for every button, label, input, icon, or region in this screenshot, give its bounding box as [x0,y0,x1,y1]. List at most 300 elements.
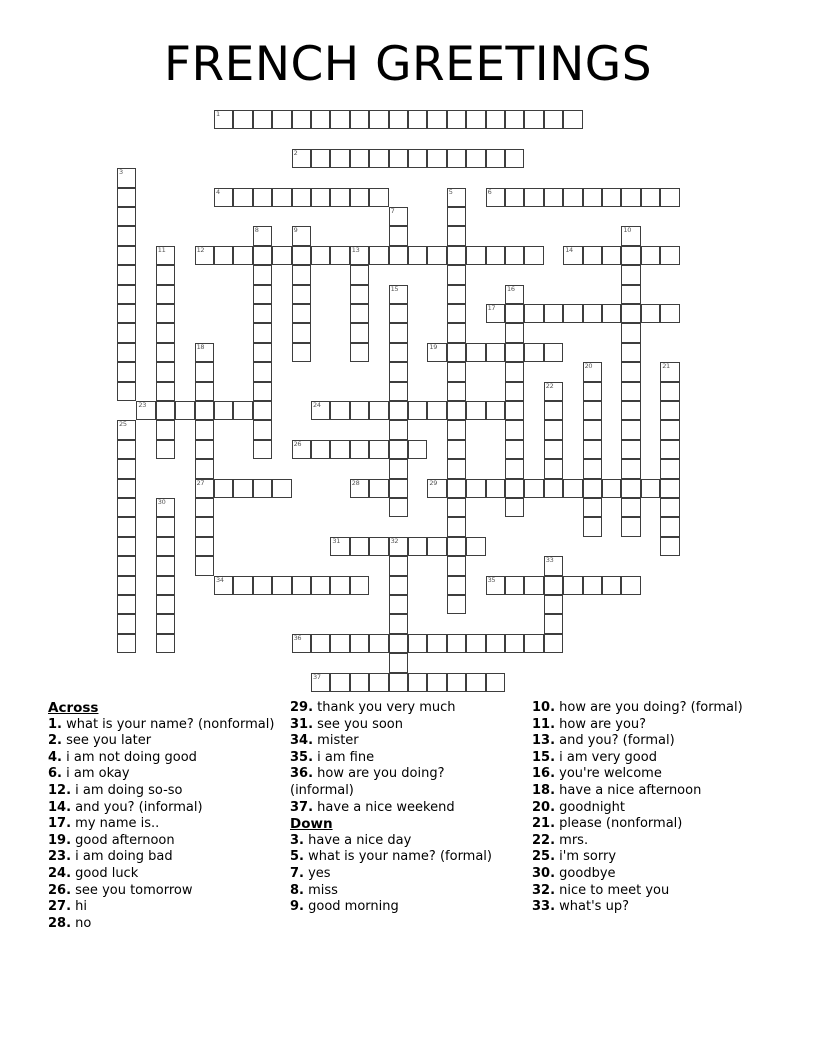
grid-cell[interactable] [660,188,679,207]
grid-cell[interactable] [447,556,466,575]
grid-cell[interactable] [486,110,505,129]
grid-cell[interactable] [505,382,524,401]
grid-cell[interactable] [583,576,602,595]
grid-cell-2[interactable] [292,149,311,168]
grid-cell[interactable] [660,479,679,498]
grid-cell-36[interactable] [292,634,311,653]
grid-cell[interactable] [544,110,563,129]
grid-cell[interactable] [389,479,408,498]
grid-cell[interactable] [447,226,466,245]
grid-cell[interactable] [621,323,640,342]
grid-cell[interactable] [175,401,194,420]
grid-cell[interactable] [117,517,136,536]
grid-cell[interactable] [369,537,388,556]
grid-cell[interactable] [447,634,466,653]
grid-cell[interactable] [447,304,466,323]
grid-cell[interactable] [311,149,330,168]
grid-cell[interactable] [447,537,466,556]
grid-cell[interactable] [505,634,524,653]
grid-cell[interactable] [505,459,524,478]
grid-cell[interactable] [330,634,349,653]
grid-cell[interactable] [447,285,466,304]
grid-cell[interactable] [253,479,272,498]
grid-cell[interactable] [524,479,543,498]
grid-cell[interactable] [253,420,272,439]
grid-cell[interactable] [486,246,505,265]
grid-cell[interactable] [505,323,524,342]
grid-cell-23[interactable] [136,401,155,420]
grid-cell[interactable] [544,634,563,653]
grid-cell[interactable] [466,110,485,129]
grid-cell[interactable] [583,517,602,536]
grid-cell[interactable] [621,498,640,517]
grid-cell[interactable] [369,188,388,207]
grid-cell[interactable] [195,440,214,459]
grid-cell[interactable] [389,226,408,245]
grid-cell[interactable] [602,188,621,207]
grid-cell[interactable] [311,188,330,207]
grid-cell[interactable] [427,246,446,265]
grid-cell[interactable] [660,537,679,556]
grid-cell[interactable] [563,304,582,323]
grid-cell[interactable] [505,246,524,265]
grid-cell[interactable] [621,382,640,401]
grid-cell-15[interactable] [389,285,408,304]
grid-cell[interactable] [524,110,543,129]
grid-cell-28[interactable] [350,479,369,498]
grid-cell[interactable] [466,673,485,692]
grid-cell[interactable] [195,420,214,439]
grid-cell[interactable] [389,382,408,401]
grid-cell[interactable] [641,246,660,265]
grid-cell[interactable] [447,362,466,381]
grid-cell[interactable] [369,149,388,168]
grid-cell[interactable] [389,459,408,478]
grid-cell[interactable] [117,226,136,245]
grid-cell[interactable] [621,479,640,498]
grid-cell[interactable] [524,188,543,207]
grid-cell[interactable] [544,479,563,498]
grid-cell[interactable] [292,323,311,342]
grid-cell[interactable] [369,673,388,692]
grid-cell[interactable] [195,498,214,517]
grid-cell[interactable] [350,323,369,342]
grid-cell[interactable] [621,420,640,439]
grid-cell[interactable] [156,556,175,575]
grid-cell[interactable] [621,343,640,362]
grid-cell[interactable] [447,517,466,536]
grid-cell-37[interactable] [311,673,330,692]
grid-cell-9[interactable] [292,226,311,245]
grid-cell[interactable] [233,576,252,595]
grid-cell[interactable] [117,556,136,575]
grid-cell[interactable] [544,595,563,614]
grid-cell[interactable] [156,343,175,362]
grid-cell-10[interactable] [621,226,640,245]
grid-cell[interactable] [369,479,388,498]
grid-cell-16[interactable] [505,285,524,304]
grid-cell[interactable] [427,149,446,168]
grid-cell[interactable] [583,479,602,498]
grid-cell[interactable] [408,246,427,265]
grid-cell[interactable] [253,382,272,401]
grid-cell[interactable] [389,498,408,517]
grid-cell[interactable] [447,207,466,226]
grid-cell-26[interactable] [292,440,311,459]
grid-cell[interactable] [408,110,427,129]
grid-cell[interactable] [156,304,175,323]
grid-cell[interactable] [389,304,408,323]
grid-cell[interactable] [447,459,466,478]
grid-cell[interactable] [563,110,582,129]
grid-cell[interactable] [524,343,543,362]
grid-cell[interactable] [117,614,136,633]
grid-cell[interactable] [660,459,679,478]
grid-cell[interactable] [544,576,563,595]
grid-cell[interactable] [602,246,621,265]
grid-cell-14[interactable] [563,246,582,265]
grid-cell[interactable] [427,401,446,420]
grid-cell[interactable] [563,188,582,207]
grid-cell[interactable] [486,343,505,362]
grid-cell[interactable] [253,304,272,323]
grid-cell[interactable] [447,246,466,265]
grid-cell[interactable] [272,246,291,265]
grid-cell[interactable] [330,576,349,595]
grid-cell[interactable] [621,401,640,420]
grid-cell-11[interactable] [156,246,175,265]
grid-cell[interactable] [117,595,136,614]
grid-cell[interactable] [621,246,640,265]
grid-cell[interactable] [330,440,349,459]
grid-cell[interactable] [505,110,524,129]
grid-cell[interactable] [505,479,524,498]
grid-cell[interactable] [311,440,330,459]
grid-cell[interactable] [156,576,175,595]
grid-cell[interactable] [505,362,524,381]
grid-cell[interactable] [505,420,524,439]
grid-cell[interactable] [660,440,679,459]
grid-cell-3[interactable] [117,168,136,187]
grid-cell[interactable] [350,265,369,284]
grid-cell-1[interactable] [214,110,233,129]
grid-cell-25[interactable] [117,420,136,439]
grid-cell[interactable] [602,479,621,498]
grid-cell[interactable] [233,110,252,129]
grid-cell[interactable] [486,479,505,498]
grid-cell[interactable] [389,673,408,692]
grid-cell-13[interactable] [350,246,369,265]
grid-cell-8[interactable] [253,226,272,245]
grid-cell[interactable] [330,401,349,420]
grid-cell-22[interactable] [544,382,563,401]
grid-cell[interactable] [389,614,408,633]
grid-cell[interactable] [350,343,369,362]
grid-cell[interactable] [117,304,136,323]
grid-cell[interactable] [117,323,136,342]
grid-cell[interactable] [389,149,408,168]
grid-cell[interactable] [389,362,408,381]
grid-cell-29[interactable] [427,479,446,498]
grid-cell[interactable] [292,576,311,595]
grid-cell-30[interactable] [156,498,175,517]
grid-cell[interactable] [544,420,563,439]
grid-cell[interactable] [408,149,427,168]
grid-cell[interactable] [214,401,233,420]
grid-cell[interactable] [156,614,175,633]
grid-cell-6[interactable] [486,188,505,207]
grid-cell[interactable] [466,246,485,265]
grid-cell[interactable] [350,401,369,420]
grid-cell[interactable] [389,246,408,265]
grid-cell[interactable] [156,401,175,420]
grid-cell[interactable] [117,576,136,595]
grid-cell[interactable] [486,149,505,168]
grid-cell-32[interactable] [389,537,408,556]
grid-cell[interactable] [253,362,272,381]
grid-cell[interactable] [408,673,427,692]
grid-cell[interactable] [583,440,602,459]
grid-cell[interactable] [156,537,175,556]
grid-cell[interactable] [583,304,602,323]
grid-cell[interactable] [253,343,272,362]
grid-cell[interactable] [447,265,466,284]
grid-cell[interactable] [583,420,602,439]
grid-cell[interactable] [350,149,369,168]
grid-cell[interactable] [544,188,563,207]
grid-cell[interactable] [660,401,679,420]
grid-cell-31[interactable] [330,537,349,556]
grid-cell[interactable] [544,459,563,478]
grid-cell[interactable] [350,673,369,692]
grid-cell[interactable] [117,537,136,556]
grid-cell[interactable] [524,246,543,265]
grid-cell[interactable] [233,188,252,207]
grid-cell[interactable] [389,634,408,653]
grid-cell[interactable] [408,440,427,459]
grid-cell[interactable] [311,576,330,595]
grid-cell[interactable] [292,285,311,304]
grid-cell[interactable] [195,382,214,401]
grid-cell[interactable] [233,401,252,420]
grid-cell[interactable] [621,188,640,207]
grid-cell[interactable] [583,188,602,207]
grid-cell[interactable] [621,440,640,459]
grid-cell[interactable] [447,401,466,420]
grid-cell[interactable] [408,634,427,653]
grid-cell[interactable] [408,401,427,420]
grid-cell[interactable] [117,265,136,284]
grid-cell[interactable] [292,343,311,362]
grid-cell[interactable] [253,401,272,420]
grid-cell[interactable] [544,614,563,633]
grid-cell[interactable] [292,265,311,284]
grid-cell-5[interactable] [447,188,466,207]
grid-cell[interactable] [389,595,408,614]
grid-cell[interactable] [486,401,505,420]
grid-cell[interactable] [660,382,679,401]
grid-cell[interactable] [427,673,446,692]
grid-cell[interactable] [272,188,291,207]
grid-cell[interactable] [369,634,388,653]
grid-cell[interactable] [447,576,466,595]
grid-cell[interactable] [621,285,640,304]
grid-cell-21[interactable] [660,362,679,381]
grid-cell[interactable] [486,634,505,653]
grid-cell[interactable] [583,401,602,420]
grid-cell[interactable] [447,149,466,168]
grid-cell[interactable] [369,110,388,129]
grid-cell[interactable] [583,459,602,478]
grid-cell[interactable] [466,634,485,653]
grid-cell[interactable] [233,246,252,265]
grid-cell[interactable] [195,362,214,381]
grid-cell[interactable] [292,188,311,207]
grid-cell-34[interactable] [214,576,233,595]
grid-cell[interactable] [505,498,524,517]
grid-cell[interactable] [156,634,175,653]
grid-cell[interactable] [117,634,136,653]
grid-cell-18[interactable] [195,343,214,362]
grid-cell-35[interactable] [486,576,505,595]
grid-cell[interactable] [505,576,524,595]
grid-cell[interactable] [330,149,349,168]
grid-cell[interactable] [350,285,369,304]
grid-cell[interactable] [117,440,136,459]
grid-cell[interactable] [466,401,485,420]
grid-cell[interactable] [117,479,136,498]
grid-cell[interactable] [447,479,466,498]
grid-cell-20[interactable] [583,362,602,381]
grid-cell-7[interactable] [389,207,408,226]
grid-cell[interactable] [330,188,349,207]
grid-cell[interactable] [486,673,505,692]
grid-cell[interactable] [389,343,408,362]
grid-cell[interactable] [660,517,679,536]
grid-cell[interactable] [408,537,427,556]
grid-cell[interactable] [466,479,485,498]
grid-cell-4[interactable] [214,188,233,207]
grid-cell[interactable] [544,440,563,459]
grid-cell[interactable] [214,479,233,498]
grid-cell[interactable] [427,110,446,129]
grid-cell[interactable] [641,188,660,207]
grid-cell[interactable] [447,498,466,517]
grid-cell[interactable] [602,304,621,323]
grid-cell-24[interactable] [311,401,330,420]
grid-cell[interactable] [544,401,563,420]
grid-cell[interactable] [369,246,388,265]
grid-cell[interactable] [389,440,408,459]
grid-cell[interactable] [524,634,543,653]
grid-cell[interactable] [447,343,466,362]
grid-cell[interactable] [330,246,349,265]
grid-cell[interactable] [350,188,369,207]
grid-cell[interactable] [369,401,388,420]
grid-cell[interactable] [117,362,136,381]
grid-cell[interactable] [156,265,175,284]
grid-cell[interactable] [117,382,136,401]
grid-cell[interactable] [447,110,466,129]
grid-cell[interactable] [233,479,252,498]
grid-cell[interactable] [272,576,291,595]
grid-cell-17[interactable] [486,304,505,323]
grid-cell[interactable] [466,149,485,168]
grid-cell[interactable] [641,479,660,498]
grid-cell[interactable] [447,673,466,692]
grid-cell[interactable] [621,362,640,381]
grid-cell[interactable] [350,537,369,556]
grid-cell[interactable] [195,537,214,556]
grid-cell[interactable] [117,343,136,362]
grid-cell[interactable] [292,246,311,265]
grid-cell[interactable] [660,304,679,323]
grid-cell[interactable] [505,343,524,362]
grid-cell[interactable] [311,246,330,265]
grid-cell[interactable] [253,110,272,129]
grid-cell[interactable] [621,265,640,284]
grid-cell[interactable] [117,498,136,517]
grid-cell[interactable] [156,440,175,459]
grid-cell[interactable] [427,634,446,653]
grid-cell[interactable] [350,304,369,323]
grid-cell[interactable] [660,420,679,439]
grid-cell[interactable] [583,498,602,517]
grid-cell[interactable] [350,634,369,653]
grid-cell-12[interactable] [195,246,214,265]
grid-cell[interactable] [195,459,214,478]
grid-cell[interactable] [583,382,602,401]
grid-cell[interactable] [389,576,408,595]
grid-cell[interactable] [156,323,175,342]
grid-cell[interactable] [505,440,524,459]
grid-cell[interactable] [389,556,408,575]
grid-cell[interactable] [253,576,272,595]
grid-cell[interactable] [117,285,136,304]
grid-cell[interactable] [272,110,291,129]
grid-cell[interactable] [389,420,408,439]
grid-cell[interactable] [311,634,330,653]
grid-cell[interactable] [253,285,272,304]
grid-cell[interactable] [563,479,582,498]
grid-cell[interactable] [195,556,214,575]
grid-cell[interactable] [156,362,175,381]
grid-cell[interactable] [350,110,369,129]
grid-cell[interactable] [466,343,485,362]
grid-cell[interactable] [156,382,175,401]
grid-cell[interactable] [621,517,640,536]
grid-cell[interactable] [292,110,311,129]
grid-cell[interactable] [447,595,466,614]
grid-cell[interactable] [583,246,602,265]
grid-cell[interactable] [505,401,524,420]
grid-cell[interactable] [253,246,272,265]
grid-cell[interactable] [447,382,466,401]
grid-cell[interactable] [292,304,311,323]
grid-cell[interactable] [214,246,233,265]
grid-cell[interactable] [117,459,136,478]
grid-cell[interactable] [117,246,136,265]
grid-cell[interactable] [253,265,272,284]
grid-cell[interactable] [602,576,621,595]
grid-cell[interactable] [447,440,466,459]
grid-cell[interactable] [253,323,272,342]
grid-cell[interactable] [253,440,272,459]
grid-cell[interactable] [505,304,524,323]
grid-cell[interactable] [427,537,446,556]
grid-cell[interactable] [621,304,640,323]
grid-cell[interactable] [311,110,330,129]
